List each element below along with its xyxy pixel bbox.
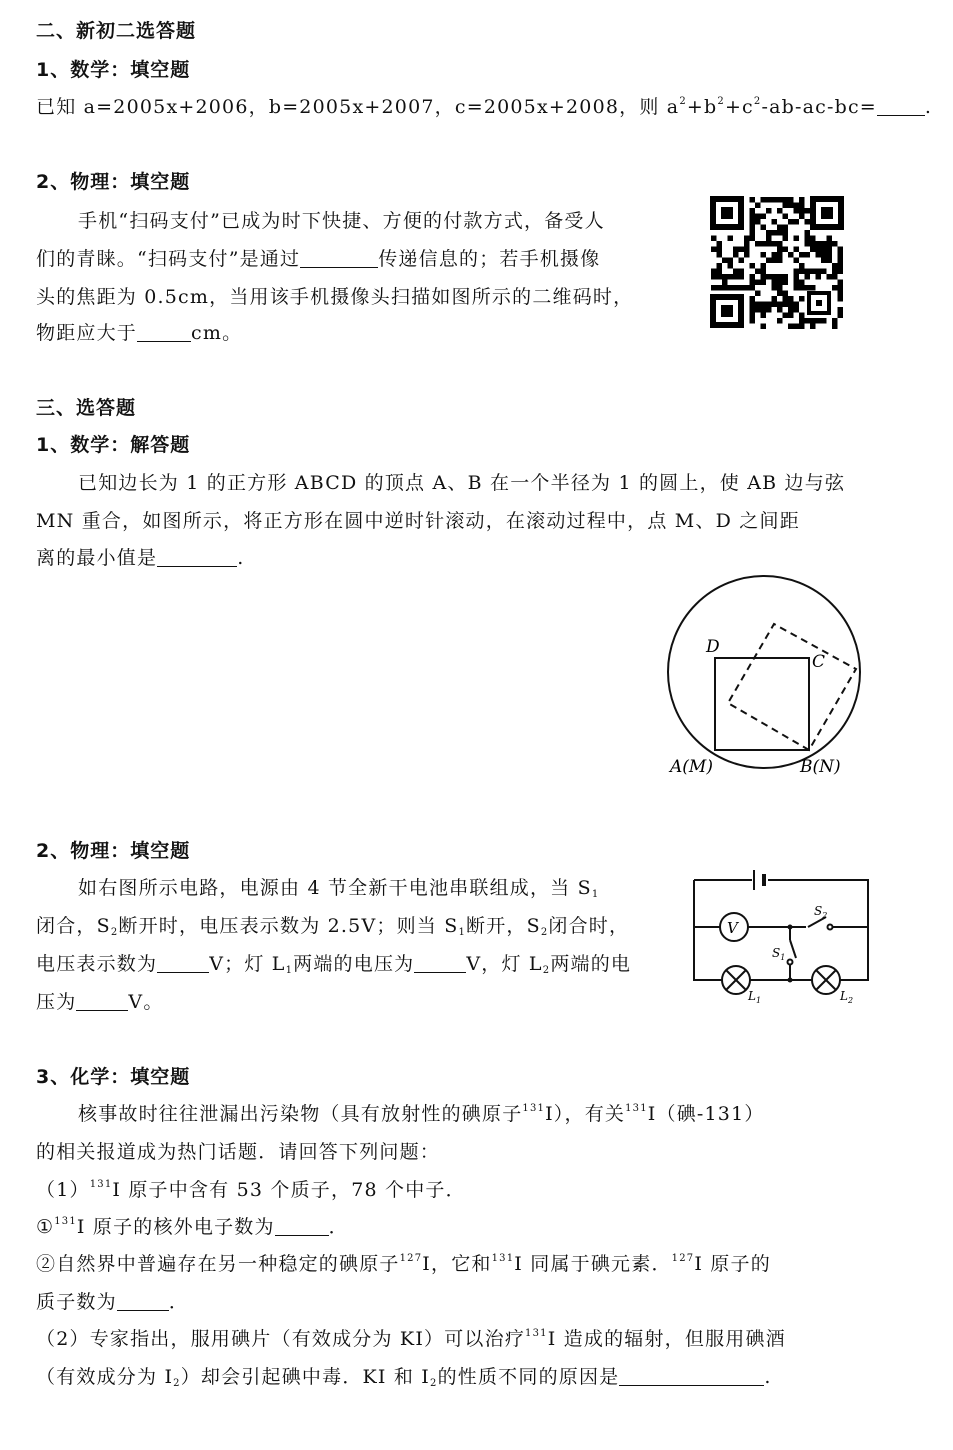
answer-blank [877, 96, 925, 116]
question-text: 物距应大于 cm。 [36, 322, 243, 344]
question-text: 核事故时往往泄漏出污染物（具有放射性的碘原子$^{131}$I），有关$^{131}$I（碘-131） [78, 1103, 765, 1125]
question-text: 的相关报道成为热门话题．请回答下列问题： [36, 1141, 441, 1163]
question-text: 们的青睐。“扫码支付”是通过 传递信息的；若手机摄像 [36, 248, 601, 270]
question-heading: 1、数学：解答题 [36, 434, 191, 456]
s1-label: $S_1$ [772, 946, 786, 962]
label-d: D [706, 637, 720, 657]
question-heading: 3、化学：填空题 [36, 1066, 191, 1088]
question-text: 离的最小值是 . [36, 547, 245, 569]
question-text: 闭合，$S_2$断开时，电压表示数为 2.5V；则当 $S_1$断开，$S_2$闭合时， [36, 915, 630, 938]
answer-blank [414, 953, 466, 973]
s2-label: $S_2$ [814, 904, 828, 920]
label-c: C [812, 652, 826, 672]
question-text: ②自然界中普遍存在另一种稳定的碘原子$^{127}$I，它和$^{131}$I 同属于碘元素．$^{127}$I 原子的 [36, 1253, 771, 1275]
question-text: 如右图所示电路，电源由 4 节全新干电池串联组成，当 $S_1$ [78, 877, 600, 900]
question-heading: 1、数学：填空题 [36, 59, 191, 81]
answer-blank [300, 248, 378, 268]
section-title: 二、新初二选答题 [36, 20, 197, 42]
question-text: （2）专家指出，服用碘片（有效成分为 KI）可以治疗$^{131}$I 造成的辐射，但服用碘酒 [36, 1328, 786, 1350]
label-am: A(M) [670, 757, 713, 777]
answer-blank [137, 322, 191, 342]
question-text: ①$^{131}$I 原子的核外电子数为 ． [36, 1216, 349, 1238]
answer-blank [76, 991, 128, 1011]
question-text: 头的焦距为 0.5cm，当用该手机摄像头扫描如图所示的二维码时， [36, 286, 634, 308]
circuit-diagram [690, 862, 875, 1008]
voltmeter-label: V [727, 919, 738, 937]
question-heading: 2、物理：填空题 [36, 840, 191, 862]
qr-code-image [708, 194, 846, 330]
question-heading: 2、物理：填空题 [36, 171, 191, 193]
question-text: MN 重合，如图所示，将正方形在圆中逆时针滚动，在滚动过程中，点 M、D 之间距 [36, 510, 800, 532]
label-bn: B(N) [800, 757, 841, 777]
square-in-circle-figure [660, 575, 875, 785]
question-text: 压为 V。 [36, 991, 164, 1013]
answer-blank [157, 953, 209, 973]
answer-blank [275, 1216, 329, 1236]
answer-blank [117, 1291, 169, 1311]
question-text: （有效成分为 $I_2$）却会引起碘中毒．KI 和 $I_2$的性质不同的原因是 . [36, 1366, 772, 1389]
question-text: 电压表示数为 V；灯 $L_1$两端的电压为 V，灯 $L_2$两端的电 [36, 953, 632, 976]
question-text: 质子数为 ． [36, 1291, 190, 1313]
l2-label: $L_2$ [840, 989, 854, 1005]
answer-blank [157, 547, 237, 567]
question-text: $(1)^{131}I$ 原子中含有 53 个质子，78 个中子． [36, 1179, 466, 1201]
question-text: 已知 a=2005x+2006，b=2005x+2007，c=2005x+2008，则 $a^2+b^2+c^2-ab-ac-bc=$ . [36, 96, 933, 118]
question-text: 已知边长为 1 的正方形 ABCD 的顶点 A、B 在一个半径为 1 的圆上，使 AB 边与弦 [78, 472, 846, 494]
question-text: 手机“扫码支付”已成为时下快捷、方便的付款方式，备受人 [78, 210, 605, 232]
l1-label: $L_1$ [748, 989, 762, 1005]
section-title: 三、选答题 [36, 397, 137, 419]
answer-blank [619, 1366, 764, 1386]
